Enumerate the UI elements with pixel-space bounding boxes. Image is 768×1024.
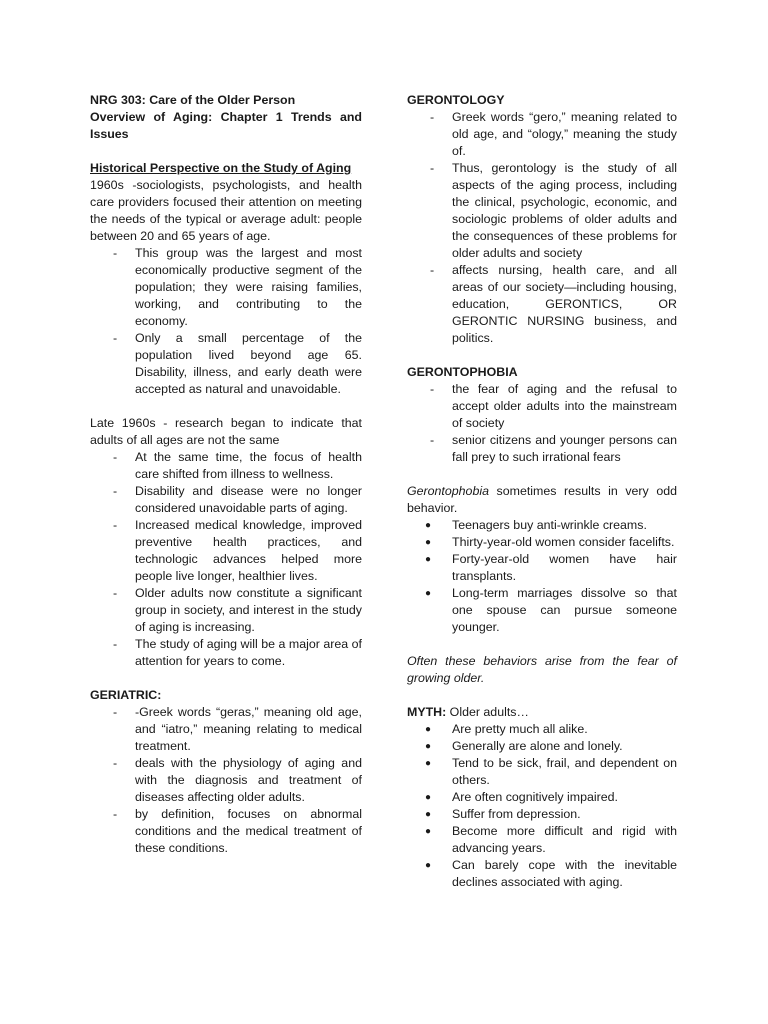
list-item: ● Forty-year-old women have hair transplants. (425, 552, 677, 583)
list-item: - Greek words “gero,” meaning related to old age, and “ology,” meaning the study of. (430, 110, 677, 158)
bullet-icon: ● (425, 520, 432, 531)
gerontophobia-list (407, 381, 677, 466)
right-column (407, 92, 677, 891)
list-item: - Older adults now constitute a significant group in society, and interest in the study of aging is increasing. (113, 586, 362, 634)
gerontophobia-heading: GERONTOPHOBIA (407, 365, 518, 379)
list-item: ● Can barely cope with the inevitable declines associated with aging. (425, 858, 677, 889)
geriatric-list (90, 704, 362, 857)
bullet-icon: ● (425, 758, 432, 769)
list-item: ● Generally are alone and lonely. (425, 739, 623, 753)
myth-label: MYTH: (407, 705, 447, 719)
list-item: - deals with the physiology of aging and with the diagnosis and treatment of diseases affecting older adults. (113, 756, 362, 804)
list-item: - This group was the largest and most economically productive segment of the population; they were raising families, working, and contributing to the economy. (113, 246, 362, 328)
bullet-icon: ● (425, 826, 432, 837)
paragraph-1960s: 1960s -sociologists, psychologists, and health care providers focused their attention on meeting the needs of the typical or average adult: people between 20 and 65 years of age. (90, 178, 362, 243)
bullet-icon: ● (425, 588, 432, 599)
geriatric-heading: GERIATRIC: (90, 688, 162, 702)
myth-paragraph: MYTH: Older adults… (407, 705, 529, 719)
list-item: - -Greek words “geras,” meaning old age, and “iatro,” meaning relating to medical treatment. (113, 705, 362, 753)
bullet-icon: ● (425, 741, 432, 752)
list-item: - Only a small percentage of the population lived beyond age 65. Disability, illness, and early death were accepted as natural and unavoidable. (113, 331, 362, 396)
bullet-icon: ● (425, 809, 432, 820)
bullet-icon: ● (425, 554, 432, 565)
list-item: ● Are pretty much all alike. (425, 722, 588, 736)
list-item: - Thus, gerontology is the study of all aspects of the aging process, including the clinical, psychologic, economic, and sociologic problems of older adults and the consequences of these problems for older adults and society (430, 161, 677, 260)
list-item: - The study of aging will be a major area of attention for years to come. (113, 637, 362, 668)
gerontology-list (407, 109, 677, 347)
bullet-icon: ● (425, 537, 432, 548)
list-item: ● Teenagers buy anti-wrinkle creams. (425, 518, 647, 532)
list-item: - At the same time, the focus of health care shifted from illness to wellness. (113, 450, 362, 481)
list-item: - Disability and disease were no longer considered unavoidable parts of aging. (113, 484, 362, 515)
odd-behavior-list (407, 517, 677, 636)
bullet-icon: ● (425, 792, 432, 803)
myth-list (407, 721, 677, 891)
list-item: ● Suffer from depression. (425, 807, 581, 821)
list-item: ● Tend to be sick, frail, and dependent on others. (425, 756, 677, 787)
gerontology-heading: GERONTOLOGY (407, 93, 505, 107)
list-item: ● Thirty-year-old women consider facelifts. (425, 535, 675, 549)
list-item: - Increased medical knowledge, improved preventive health practices, and technologic advances helped more people live longer, healthier lives. (113, 518, 362, 583)
list-item: ● Are often cognitively impaired. (425, 790, 618, 804)
list-item: - the fear of aging and the refusal to accept older adults into the mainstream of society (430, 382, 677, 430)
paragraph-late-1960s: Late 1960s - research began to indicate that adults of all ages are not the same (90, 416, 362, 447)
list-item: - affects nursing, health care, and all areas of our society—including housing, education, GERONTICS, OR GERONTIC NURSING business, and politics. (430, 263, 677, 345)
list-item: ● Become more difficult and rigid with advancing years. (425, 824, 677, 855)
historical-heading: Historical Perspective on the Study of Aging (90, 161, 352, 175)
odd-behavior-paragraph: Gerontophobia sometimes results in very odd behavior. (407, 484, 677, 515)
bullet-icon: ● (425, 724, 432, 735)
list-item: - by definition, focuses on abnormal conditions and the medical treatment of these conditions. (113, 807, 362, 855)
list-item: ● Long-term marriages dissolve so that one spouse can pursue someone younger. (425, 586, 677, 634)
bullet-icon: ● (425, 860, 432, 871)
course-title: NRG 303: Care of the Older Person (90, 93, 296, 107)
chapter-title: Overview of Aging: Chapter 1 Trends and Issues (90, 110, 362, 141)
list-item: - senior citizens and younger persons can fall prey to such irrational fears (430, 433, 677, 464)
fear-note: Often these behaviors arise from the fear of growing older. (407, 654, 677, 685)
list-1960s (90, 245, 362, 398)
left-column (90, 92, 362, 857)
gerontophobia-term: Gerontophobia (407, 484, 489, 498)
list-late-1960s (90, 449, 362, 670)
